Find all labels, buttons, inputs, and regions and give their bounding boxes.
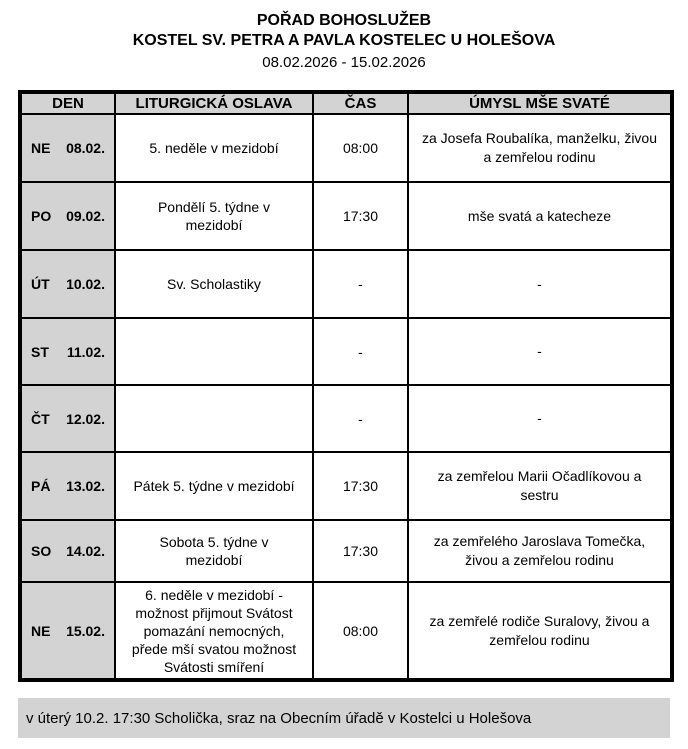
schedule-body [20,114,672,680]
day-abbr: ST [31,343,49,360]
intention-cell: za zemřelou Marii Očadlíkovou a sestru [408,452,672,520]
table-row [20,250,672,318]
time-cell: 17:30 [313,452,408,520]
celebration-cell [115,318,313,385]
day-cell [20,114,115,182]
day-date: 09.02. [66,208,105,224]
celebration-cell: Sobota 5. týdne v mezidobí [115,520,313,582]
day-date: 15.02. [66,622,105,639]
intention-cell: - [408,250,672,318]
footer-note-text: v úterý 10.2. 17:30 Scholička, sraz na Obecním úřadě v Kostelci u Holešova [26,709,532,727]
day-abbr: NE [31,140,51,156]
intention-cell: mše svatá a katecheze [408,182,672,250]
celebration-cell: Sv. Scholastiky [115,250,313,318]
table-row [20,182,672,250]
day-abbr: NE [31,622,51,639]
day-date: 11.02. [66,343,105,360]
intention-cell: za zemřelé rodiče Suralovy, živou a zemřelou rodinu [408,582,672,680]
day-abbr: PÁ [31,478,51,494]
day-abbr: PO [31,208,52,224]
intention-cell: za zemřelého Jaroslava Tomečka, živou a zemřelou rodinu [408,520,672,582]
day-cell [20,582,115,680]
table-row [20,318,672,385]
document-header [0,0,688,73]
day-abbr: SO [31,543,52,559]
day-date: 12.02. [66,410,105,427]
day-cell [20,318,115,385]
table-row [20,520,672,582]
column-header-intention: ÚMYSL MŠE SVATÉ [408,92,672,114]
celebration-cell: Pondělí 5. týdne v mezidobí [115,182,313,250]
time-cell: - [313,250,408,318]
day-abbr: ÚT [31,276,50,292]
intention-cell: - [408,385,672,452]
schedule-table [18,90,674,682]
footer-note [18,698,670,738]
date-range: 08.02.2026 - 15.02.2026 [262,54,426,71]
celebration-cell: Pátek 5. týdne v mezidobí [115,452,313,520]
time-cell: 17:30 [313,182,408,250]
schedule-table-head [20,92,672,114]
day-date: 10.02. [66,276,105,292]
column-header-celebration: LITURGICKÁ OSLAVA [115,92,313,114]
day-cell [20,452,115,520]
day-cell [20,385,115,452]
day-abbr: ČT [31,410,50,427]
table-row [20,114,672,182]
intention-cell: - [408,318,672,385]
day-date: 13.02. [66,478,105,494]
page-title: POŘAD BOHOSLUŽEB [256,12,432,29]
header-row [20,92,672,114]
time-cell: 17:30 [313,520,408,582]
table-row [20,452,672,520]
celebration-cell: 6. neděle v mezidobí - možnost přijmout Svátost pomazání nemocných, přede mší svatou možnost Svátosti smíření [115,582,313,680]
table-row [20,582,672,680]
day-cell [20,250,115,318]
intention-cell: za Josefa Roubalíka, manželku, živou a zemřelou rodinu [408,114,672,182]
time-cell: - [313,318,408,385]
day-cell [20,182,115,250]
column-header-day: DEN [20,92,115,114]
time-cell: 08:00 [313,582,408,680]
celebration-cell [115,385,313,452]
day-cell [20,520,115,582]
time-cell: - [313,385,408,452]
celebration-cell: 5. neděle v mezidobí [115,114,313,182]
column-header-time: ČAS [313,92,408,114]
day-date: 14.02. [66,543,105,559]
day-date: 08.02. [66,140,105,156]
church-name: KOSTEL SV. PETRA A PAVLA KOSTELEC U HOLEŠOVA [132,32,556,49]
table-row [20,385,672,452]
time-cell: 08:00 [313,114,408,182]
